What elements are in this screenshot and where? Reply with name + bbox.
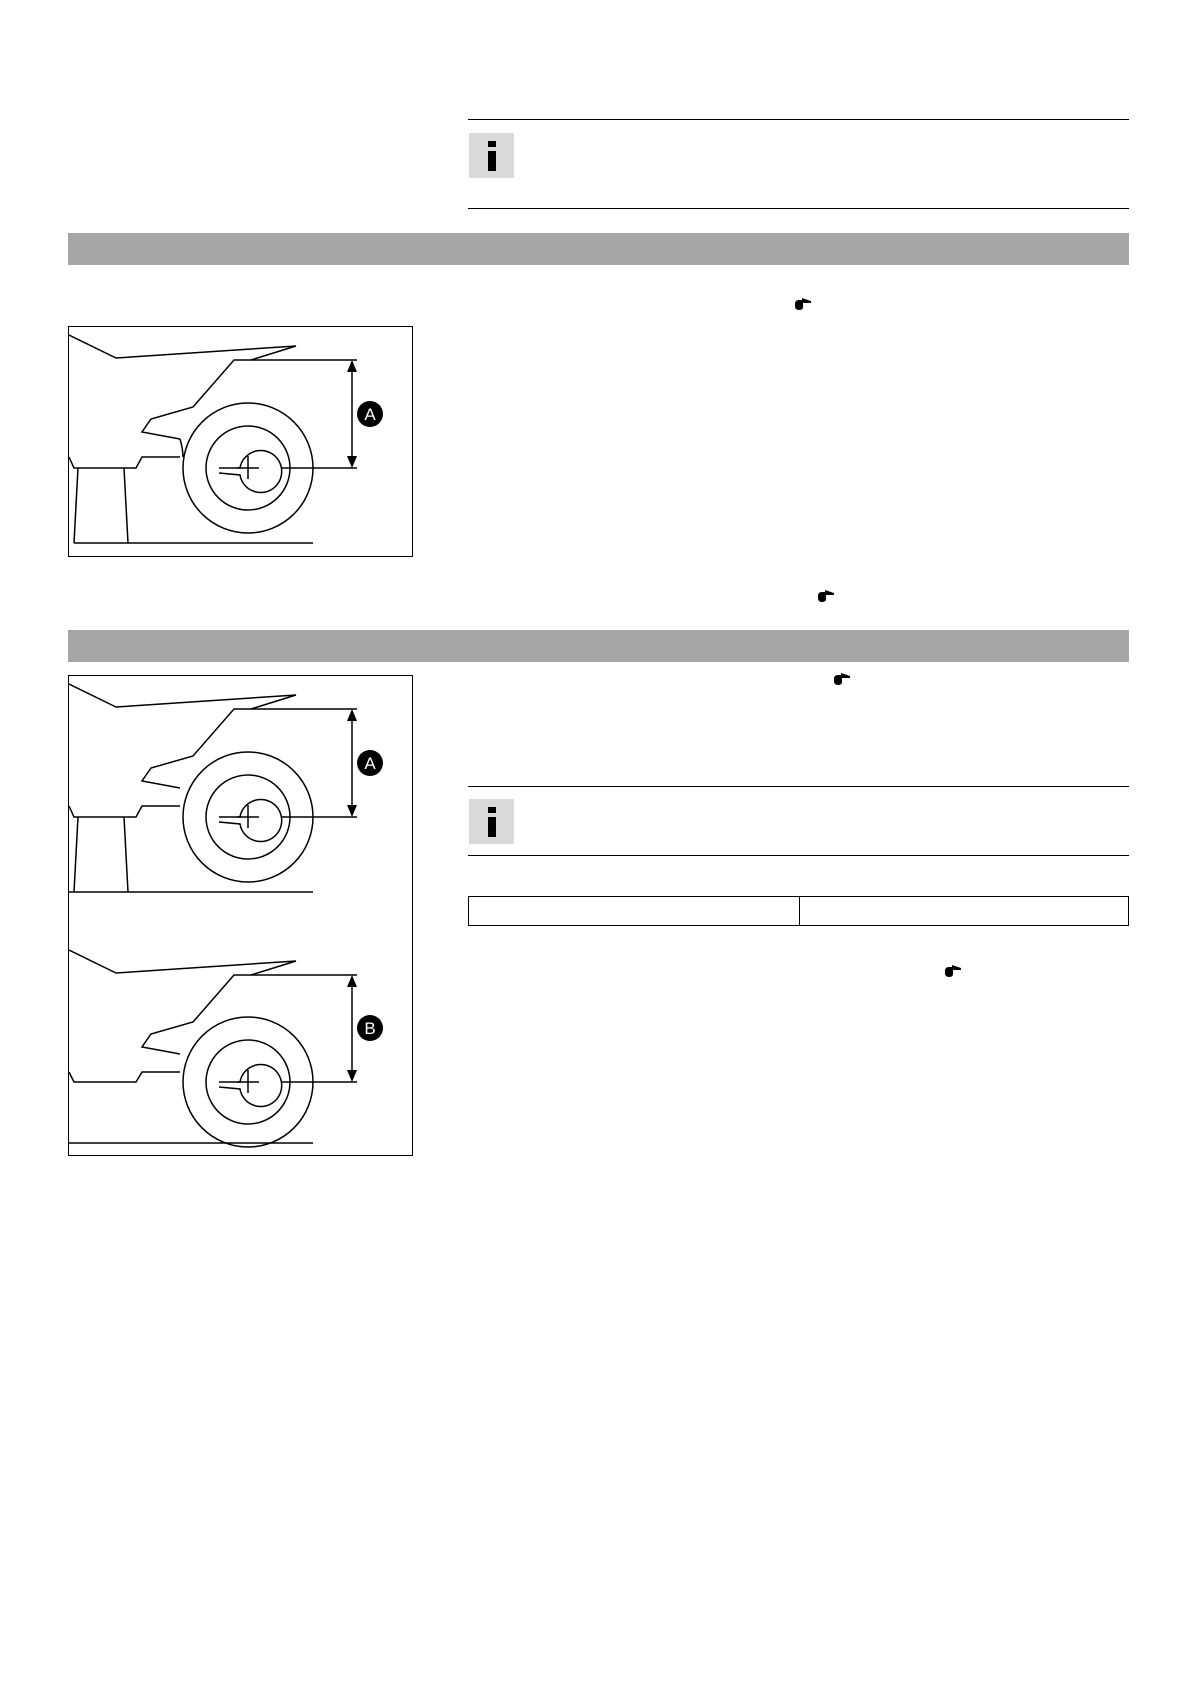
note-top-rule: [468, 119, 1129, 120]
rear-height-figure-comparison: [68, 675, 413, 1156]
table-row: [469, 897, 1129, 926]
section-heading-bar: [68, 233, 1129, 265]
pointing-hand-icon: [945, 964, 961, 982]
vehicle-rear-comparison-diagram: [69, 676, 412, 1155]
label-a: A: [364, 405, 376, 424]
spec-table: [468, 896, 1129, 926]
pointing-hand-icon: [834, 672, 850, 690]
table-cell: [469, 897, 800, 926]
vehicle-rear-diagram: [69, 327, 412, 556]
note-bottom-rule: [468, 855, 1129, 856]
info-icon: [469, 799, 514, 844]
rear-height-figure-stand: [68, 326, 413, 557]
label-b: B: [364, 1019, 376, 1038]
pointing-hand-icon: [818, 589, 834, 607]
table-cell: [800, 897, 1129, 926]
note-top-rule: [468, 786, 1129, 787]
note-bottom-rule: [468, 208, 1129, 209]
pointing-hand-icon: [795, 297, 811, 315]
label-a: A: [364, 754, 376, 773]
info-icon: [469, 133, 514, 178]
section-heading-bar: [68, 630, 1129, 662]
